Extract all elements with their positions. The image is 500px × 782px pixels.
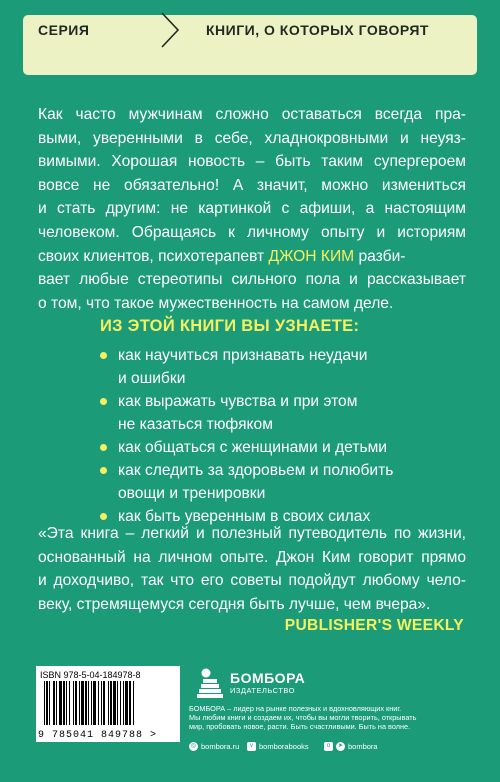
barcode-bars: [38, 681, 178, 729]
author-name: ДЖОН КИМ: [268, 247, 355, 265]
barcode-bar: [88, 681, 89, 725]
social-vk: [247, 742, 309, 751]
social-site: [189, 742, 239, 751]
intro-line: человеком. Обращаясь к личному опыту и историям: [38, 223, 466, 241]
list-item-line: как выражать чувства и при этом: [118, 393, 358, 410]
list-item-line: как научиться признавать неудачи: [118, 347, 368, 364]
barcode-bar: [79, 681, 80, 725]
publisher-about-line: Мы любим книги и создаем их, чтобы вы могли творить, открывать: [189, 713, 417, 723]
publisher-about: [189, 704, 464, 732]
learn-heading: ИЗ ЭТОЙ КНИГИ ВЫ УЗНАЕТЕ:: [100, 317, 360, 335]
intro-line-text: разби-: [354, 247, 406, 265]
bombora-logo-icon: [197, 667, 225, 703]
barcode-bar: [129, 681, 131, 725]
learn-list: [100, 344, 470, 528]
barcode-bar: [63, 681, 65, 725]
social-site-label: bombora.ru: [201, 742, 240, 751]
barcode: [36, 666, 180, 742]
intro-line: выми, уверенными в себе, хладнокровными и неуяз-: [38, 129, 466, 147]
barcode-bar: [69, 681, 70, 725]
barcode-bar: [103, 681, 105, 725]
series-label: СЕРИЯ: [38, 22, 90, 38]
barcode-bar: [108, 681, 109, 725]
series-name: КНИГИ, О КОТОРЫХ ГОВОРЯТ: [206, 22, 429, 38]
bullet-dot-icon: [100, 513, 107, 520]
barcode-bar: [75, 681, 77, 725]
quote-line: веку, стремящемуся сегодня быть лучше, чем вчера».: [38, 595, 431, 613]
list-item: [100, 390, 470, 436]
intro-line: вает любые стереотипы сильного пола и рассказывает: [38, 271, 466, 289]
chevron-right-icon: [158, 10, 182, 50]
publisher-name: БОМБОРА: [230, 670, 306, 686]
barcode-digits: 9 785041 849788 >: [38, 730, 158, 741]
review-quote: [38, 522, 466, 616]
intro-line: и стать другим: не картинкой с афиши, а настоящим: [38, 200, 466, 218]
barcode-bar: [125, 681, 128, 725]
quote-line: «Эта книга – легкий и полезный путеводитель по жизни,: [38, 525, 466, 542]
isbn-label: ISBN 978-5-04-184978-8: [40, 670, 141, 680]
barcode-bar: [91, 681, 92, 725]
intro-line: [38, 245, 466, 269]
barcode-bar: [117, 681, 118, 725]
telegram-icon: ➤: [337, 743, 344, 749]
barcode-bar: [101, 681, 102, 725]
intro-line: вовсе не обязательно! А значит, можно измениться: [38, 176, 466, 194]
vk-icon: v: [247, 742, 256, 751]
list-item-line: как общаться с женщинами и детьми: [118, 439, 388, 456]
publisher-about-line: мир, пробовать новое, расти. Быть счастливыми. Быть на волне.: [189, 722, 411, 732]
barcode-bar: [59, 681, 62, 725]
bullet-dot-icon: [100, 467, 107, 474]
intro-line: о том, что такое мужественность на самом деле.: [38, 294, 394, 312]
barcode-bar: [93, 681, 96, 725]
barcode-bar: [49, 681, 50, 725]
publisher-subtitle: ИЗДАТЕЛЬСТВО: [230, 686, 296, 695]
list-item: [100, 436, 470, 459]
publisher-about-line: БОМБОРА – лидер на рынке полезных и вдохновляющих книг.: [189, 704, 402, 713]
social-messengers: [324, 742, 378, 751]
barcode-bar: [46, 681, 48, 725]
quote-line: основанный на личном опыте. Джон Ким говорит прямо: [38, 548, 466, 566]
bullet-dot-icon: [100, 444, 107, 451]
barcode-bar: [53, 681, 55, 725]
globe-icon: ◎: [190, 743, 197, 749]
intro-paragraph: [38, 103, 466, 315]
social-messengers-label: bombora: [348, 742, 378, 751]
barcode-bar: [66, 681, 67, 725]
list-item-line: как быть уверенным в своих силах: [118, 508, 371, 525]
barcode-bar: [120, 681, 121, 725]
barcode-bar: [133, 681, 134, 725]
list-item: [100, 459, 470, 505]
bullet-dot-icon: [100, 398, 107, 405]
barcode-bar: [110, 681, 112, 725]
barcode-bar: [44, 681, 45, 725]
barcode-bar: [98, 681, 99, 725]
intro-line-text: своих клиентов, психотерапевт: [38, 247, 269, 265]
barcode-bar: [81, 681, 84, 725]
bullet-dot-icon: [100, 352, 107, 359]
intro-line: Как часто мужчинам сложно оставаться всегда пра-: [38, 106, 466, 123]
barcode-bar: [73, 681, 74, 725]
ok-icon: o: [324, 742, 333, 751]
list-item-line: и ошибки: [118, 370, 186, 387]
list-item: [100, 344, 470, 390]
list-item-line: не казаться тюфяком: [118, 416, 273, 433]
list-item-line: как следить за здоровьем и полюбить: [118, 462, 394, 479]
intro-line: вимыми. Хорошая новость – быть таким супергероем: [38, 153, 466, 171]
social-links: [189, 742, 469, 754]
barcode-bar: [85, 681, 87, 725]
social-vk-label: bomborabooks: [259, 742, 309, 751]
barcode-bar: [56, 681, 57, 725]
barcode-bar: [123, 681, 124, 725]
quote-source: PUBLISHER'S WEEKLY: [284, 617, 464, 634]
barcode-bar: [113, 681, 116, 725]
quote-line: и доходчиво, так что его советы подойдут любому чело-: [38, 572, 466, 590]
list-item-line: овощи и тренировки: [118, 485, 266, 502]
